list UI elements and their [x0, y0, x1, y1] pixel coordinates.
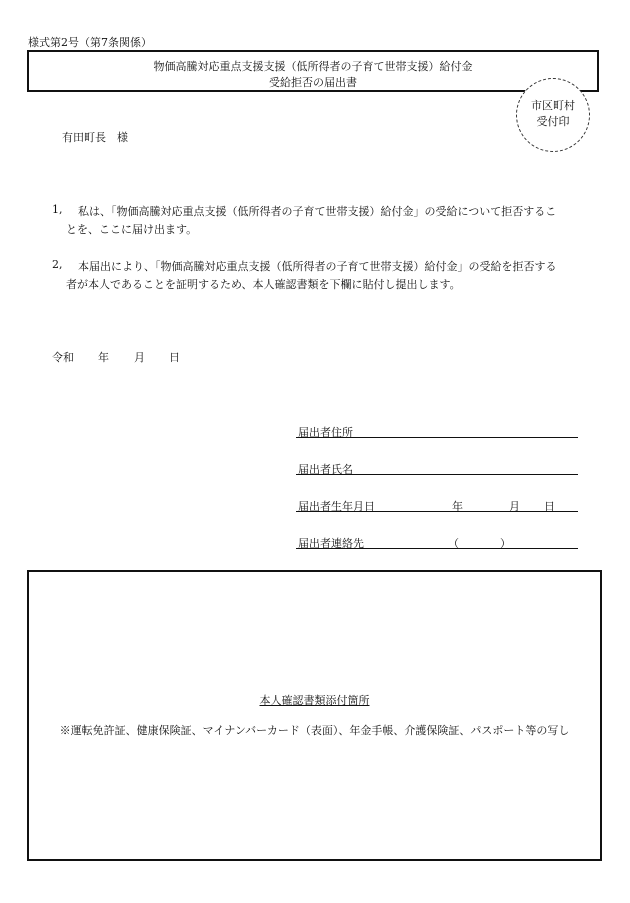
attachment-title: 本人確認書類添付箇所 — [259, 694, 370, 707]
birthdate-label: 届出者生年月日 — [298, 500, 375, 513]
contact-underline — [296, 548, 578, 549]
date-month-label: 月 — [134, 351, 145, 364]
date-day-label: 日 — [169, 351, 180, 364]
title-line-1: 物価高騰対応重点支援支援（低所得者の子育て世帯支援）給付金 — [153, 60, 473, 73]
birth-day-label: 日 — [544, 500, 555, 513]
item-text-line-1: 私は、「物価高騰対応重点支援（低所得者の子育て世帯支援）給付金」の受給について拒否するこ — [78, 205, 557, 218]
form-number: 様式第2号（第7条関係） — [28, 36, 152, 49]
title-box — [27, 50, 599, 92]
address-underline — [296, 437, 578, 438]
attachment-note: ※運転免許証、健康保険証、マイナンバーカード（表面）、年金手帳、介護保険証、パスポート等の写し — [59, 724, 570, 737]
stamp-label-2: 受付印 — [536, 115, 570, 128]
name-label: 届出者氏名 — [298, 463, 353, 476]
name-underline — [296, 474, 578, 475]
date-year-label: 年 — [98, 351, 109, 364]
item-text-line-2: 者が本人であることを証明するため、本人確認書類を下欄に貼付し提出します。 — [66, 278, 461, 291]
contact-paren-close: ） — [500, 537, 511, 550]
contact-paren-open: （ — [448, 537, 459, 550]
date-era: 令和 — [52, 351, 74, 364]
id-document-attachment-area — [27, 570, 602, 861]
stamp-label-1: 市区町村 — [531, 99, 575, 112]
contact-label: 届出者連絡先 — [298, 537, 364, 550]
birth-month-label: 月 — [509, 500, 520, 513]
address-label: 届出者住所 — [298, 426, 353, 439]
title-line-2: 受給拒否の届出書 — [269, 76, 357, 89]
item-text-line-2: とを、ここに届け出ます。 — [66, 223, 198, 236]
addressee: 有田町長 様 — [62, 131, 128, 144]
item-number: 2, — [52, 258, 63, 271]
birth-year-label: 年 — [452, 500, 463, 513]
item-text-line-1: 本届出により、「物価高騰対応重点支援（低所得者の子育て世帯支援）給付金」の受給を拒否する — [78, 260, 557, 273]
item-number: 1, — [52, 203, 63, 216]
birthdate-underline — [296, 511, 578, 512]
reception-stamp-area — [516, 78, 590, 152]
